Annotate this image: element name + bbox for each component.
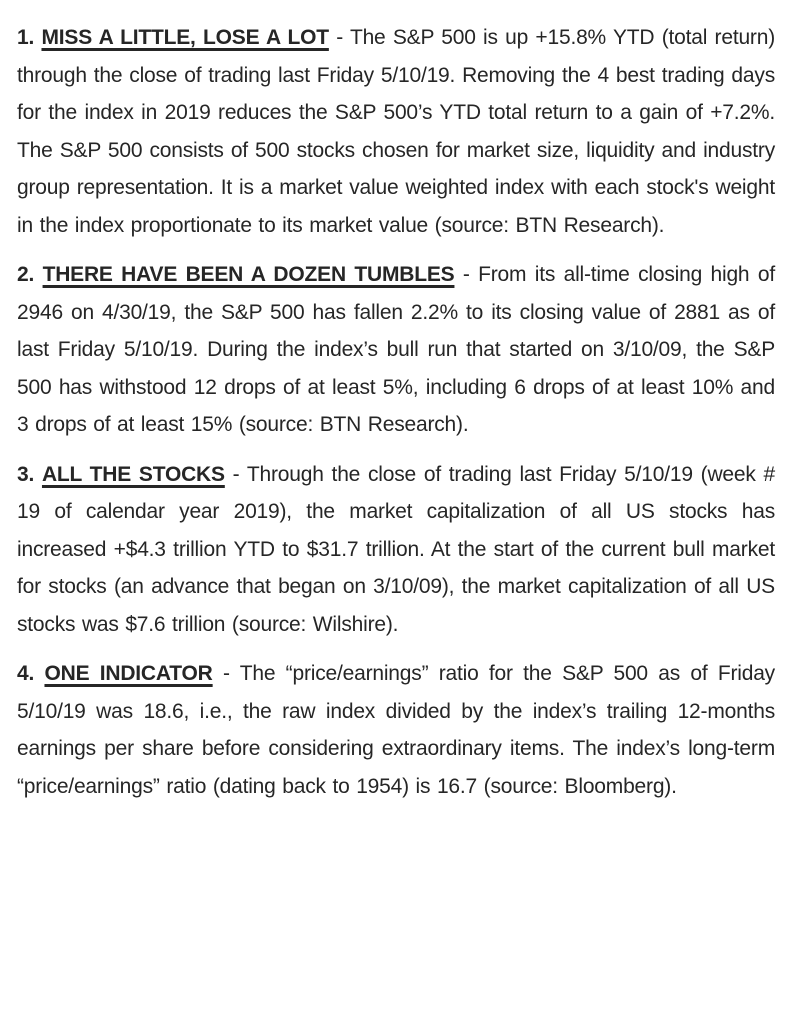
article-paragraph <box>17 19 775 244</box>
paragraph-body: - The “price/earnings” ratio for the S&P 500 as of Friday 5/10/19 was 18.6, i.e., the raw index divided by the index’s trailing 12-months earnings per share before considering extraordinary items. The index’s long-term “price/earnings” ratio (dating back to 1954) is 16.7 (source: Bloomberg). <box>17 662 775 798</box>
paragraph-body: - From its all-time closing high of 2946 on 4/30/19, the S&P 500 has fallen 2.2% to its closing value of 2881 as of last Friday 5/10/19. During the index’s bull run that started on 3/10/09, the S&P 500 has withstood 12 drops of at least 5%, including 6 drops of at least 10% and 3 drops of at least 15% (source: BTN Research). <box>17 263 775 436</box>
paragraph-body: - The S&P 500 is up +15.8% YTD (total return) through the close of trading last Friday 5/10/19. Removing the 4 best trading days for the index in 2019 reduces the S&P 500’s YTD total return to a gain of +7.2%. The S&P 500 consists of 500 stocks chosen for market size, liquidity and industry group representation. It is a market value weighted index with each stock's weight in the index proportionate to its market value (source: BTN Research). <box>17 26 775 237</box>
paragraph-body: - Through the close of trading last Friday 5/10/19 (week # 19 of calendar year 2019), the market capitalization of all US stocks has increased +$4.3 trillion YTD to $31.7 trillion. At the start of the current bull market for stocks (an advance that began on 3/10/09), the market capitalization of all US stocks was $7.6 trillion (source: Wilshire). <box>17 462 775 636</box>
article-paragraph <box>17 456 775 644</box>
article-paragraph <box>17 256 775 444</box>
paragraph-heading: ALL THE STOCKS <box>41 462 225 486</box>
paragraph-number: 1. <box>17 26 35 49</box>
paragraph-heading: MISS A LITTLE, LOSE A LOT <box>41 26 329 49</box>
article-paragraph <box>17 655 775 805</box>
paragraph-heading: ONE INDICATOR <box>44 662 213 685</box>
paragraph-number: 3. <box>17 462 35 486</box>
paragraph-number: 4. <box>17 662 35 685</box>
paragraph-number: 2. <box>17 263 35 286</box>
newsletter-page <box>17 19 775 805</box>
paragraph-heading: THERE HAVE BEEN A DOZEN TUMBLES <box>42 263 455 286</box>
